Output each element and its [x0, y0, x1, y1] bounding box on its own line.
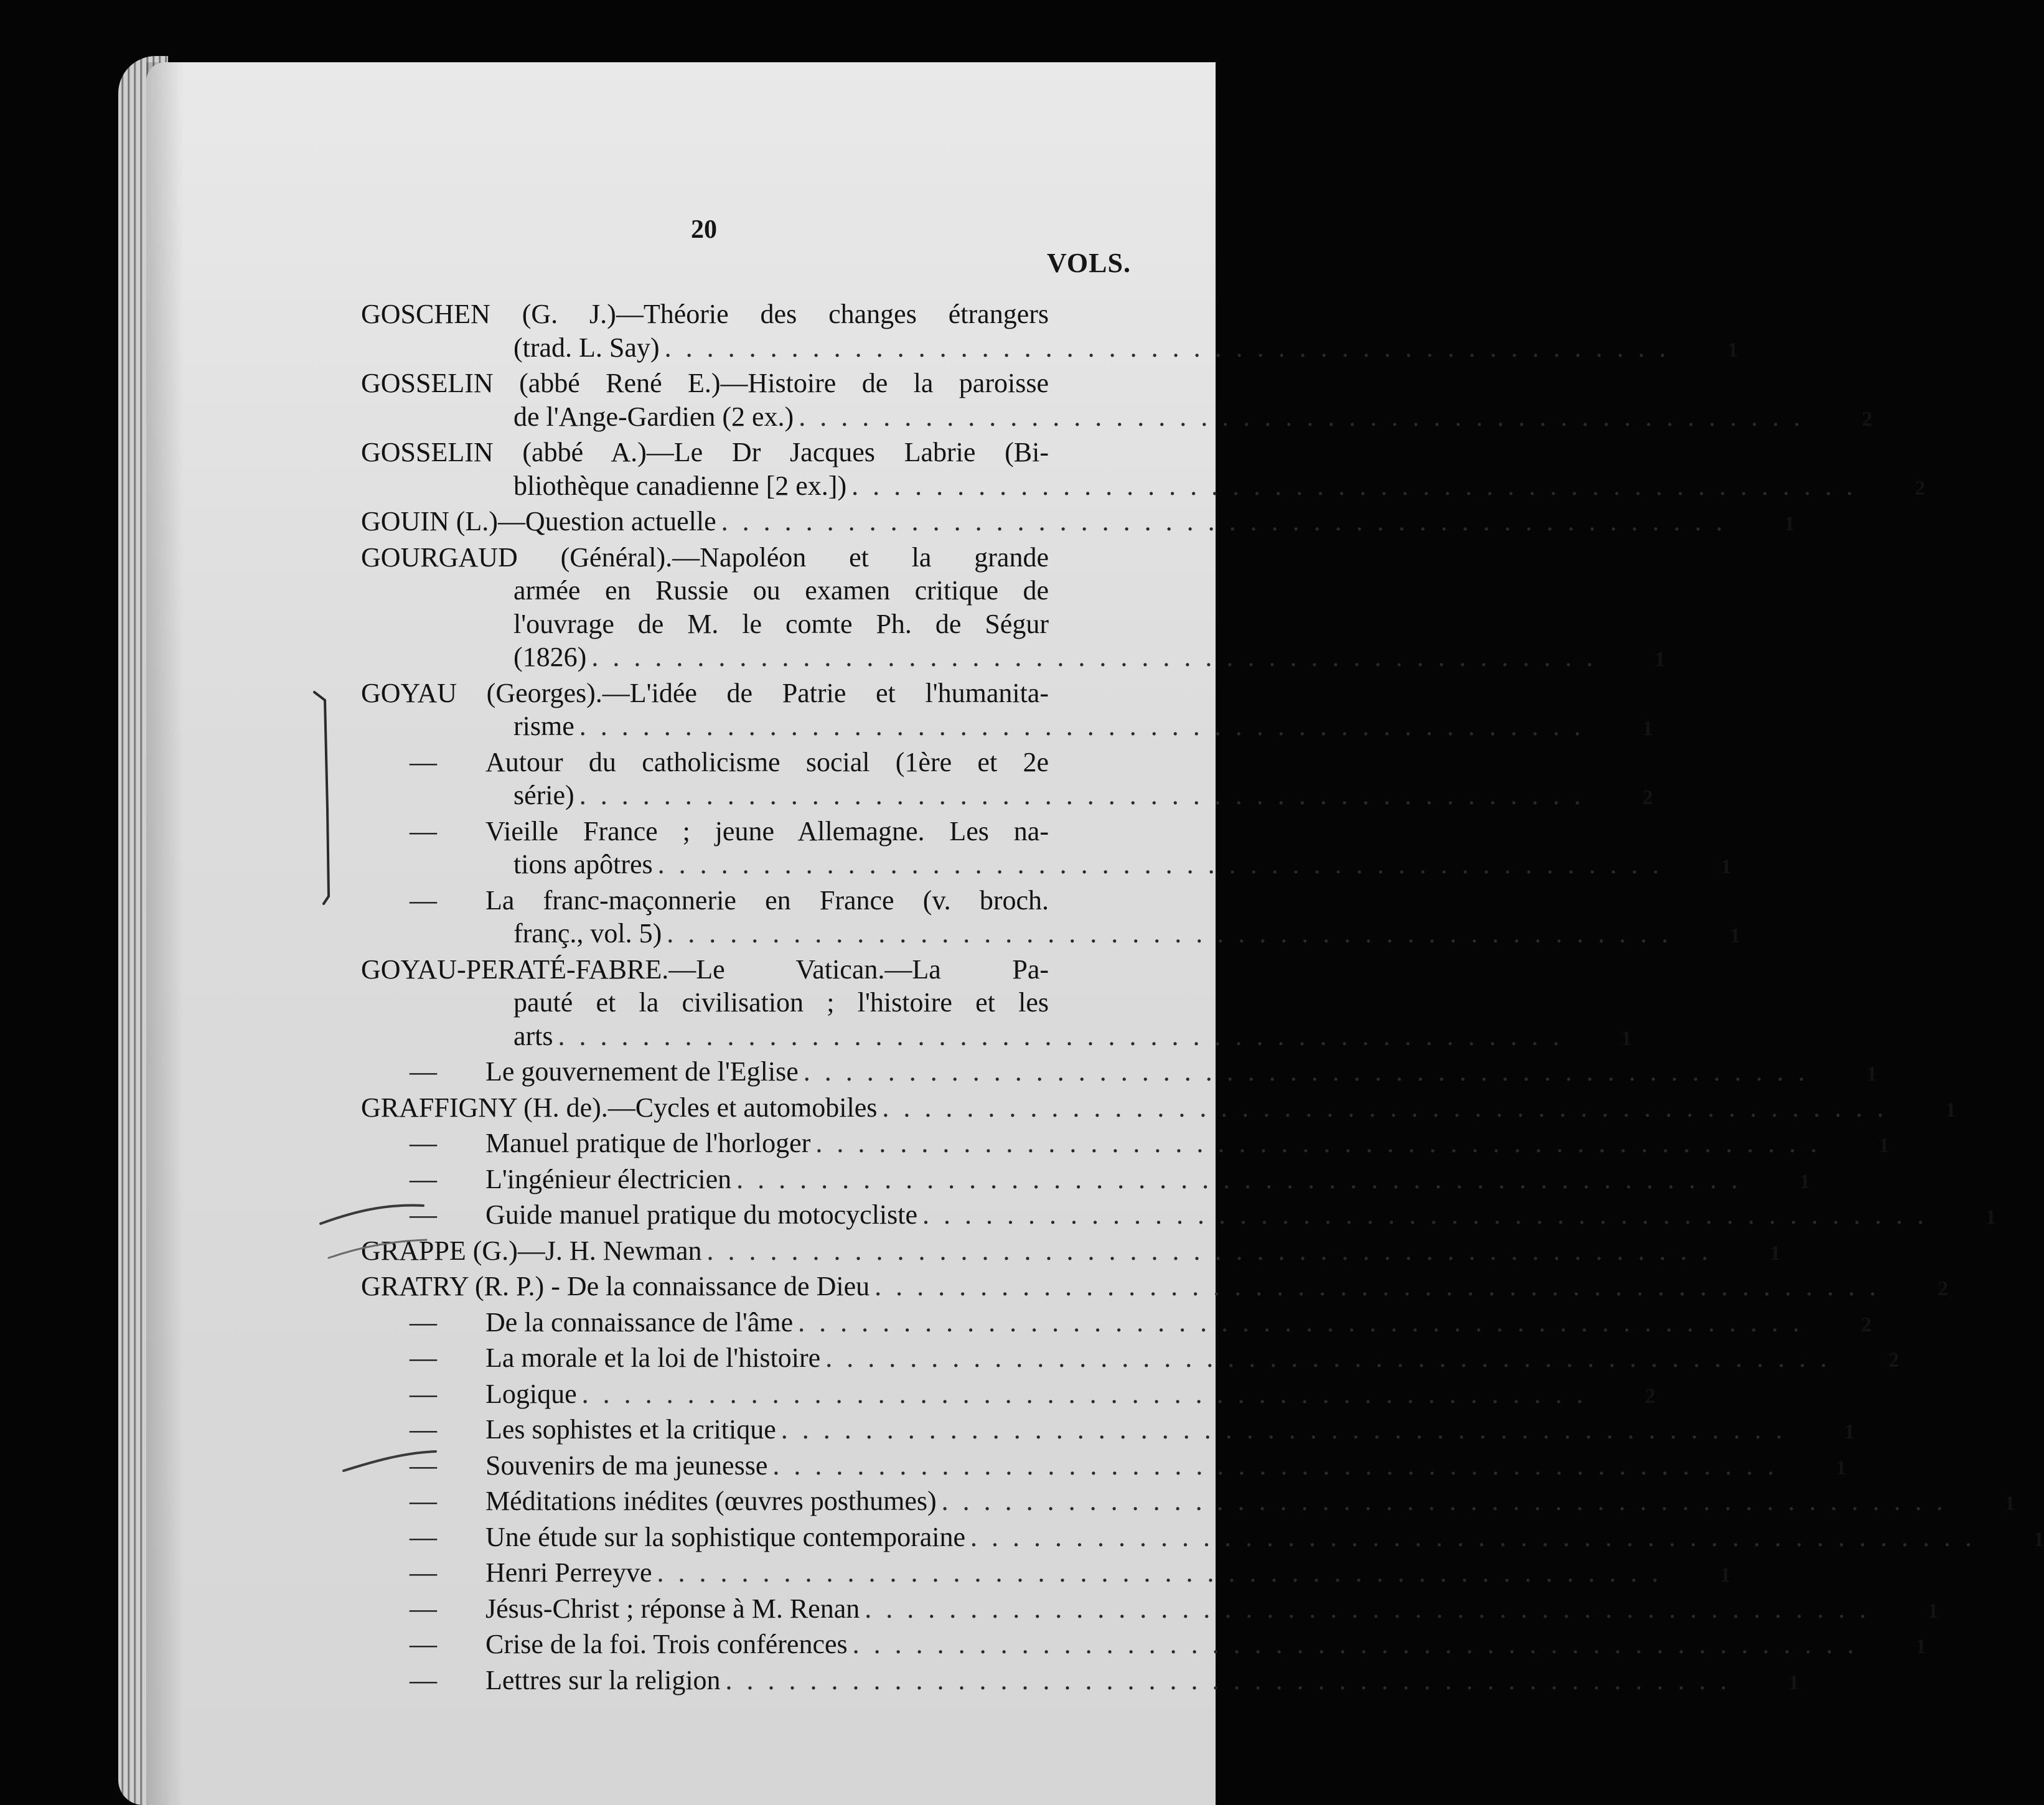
- entry-continuation: série): [513, 780, 574, 810]
- ditto-dash: —: [410, 1593, 437, 1624]
- work-title: L'ingénieur électricien: [485, 1163, 732, 1194]
- ditto-dash: —: [410, 1629, 437, 1659]
- work-title: Crise de la foi. Trois conférences: [485, 1629, 848, 1659]
- entry-continuation: bliothèque canadienne [2 ex.]): [513, 470, 847, 501]
- work-title: Une étude sur la sophistique contemporaine: [485, 1521, 966, 1552]
- entry-continuation: risme: [513, 711, 574, 741]
- vols-column-header: VOLS.: [1047, 248, 1131, 278]
- ditto-dash: —: [410, 1306, 437, 1338]
- dot-leader: . . . . . . . . . . . . . . . . . . . . . . . . . . . . . . . . . . . . . . . . . . . . . . . .: [882, 1092, 1888, 1123]
- volume-count: 1: [1727, 338, 1738, 362]
- dot-leader: . . . . . . . . . . . . . . . . . . . . . . . . . . . . . . . . . . . . . . . . . . . . . . . .: [664, 332, 1670, 363]
- ditto-dash: —: [410, 1521, 437, 1552]
- dot-leader: . . . . . . . . . . . . . . . . . . . . . . . . . . . . . . . . . . . . . . . . . . . . . . . .: [781, 1414, 1786, 1445]
- volume-count: 1: [1985, 1206, 1997, 1229]
- dot-leader: . . . . . . . . . . . . . . . . . . . . . . . . . . . . . . . . . . . . . . . . . . . . . . . .: [865, 1593, 1870, 1624]
- entry-continuation: l'ouvrage de M. le comte Ph. de Ségur: [513, 608, 1049, 639]
- entry-continuation: armée en Russie ou examen critique de: [513, 575, 1049, 606]
- author-heading: GRAFFIGNY (H. de).—Cycles et automobiles: [361, 1092, 878, 1123]
- volume-count: 2: [1938, 1277, 1949, 1300]
- ditto-dash: —: [410, 1486, 437, 1516]
- volume-count: 1: [1844, 1420, 1855, 1443]
- ditto-dash: —: [410, 746, 437, 777]
- volume-count: 1: [1642, 717, 1653, 740]
- entry-continuation: pauté et la civilisation ; l'histoire et les: [513, 987, 1049, 1018]
- dot-leader: . . . . . . . . . . . . . . . . . . . . . . . . . . . . . . . . . . . . . . . . . . . . . . . .: [667, 918, 1672, 949]
- tick-mark: [321, 1206, 423, 1224]
- work-title: Les sophistes et la critique: [485, 1414, 776, 1445]
- ditto-dash: —: [410, 1199, 437, 1230]
- volume-count: 1: [1866, 1062, 1877, 1085]
- volume-count: 1: [1915, 1635, 1926, 1658]
- author-heading: GOSCHEN (G. J.)—Théorie des changes étrangers: [361, 299, 1049, 329]
- tick-mark: [344, 1451, 436, 1471]
- work-title: Le gouvernement de l'Eglise: [485, 1056, 799, 1087]
- work-title: Vieille France ; jeune Allemagne. Les na-: [485, 815, 1049, 846]
- dot-leader: . . . . . . . . . . . . . . . . . . . . . . . . . . . . . . . . . . . . . . . . . . . . . . . .: [941, 1486, 1947, 1516]
- dot-leader: . . . . . . . . . . . . . . . . . . . . . . . . . . . . . . . . . . . . . . . . . . . . . . . .: [852, 1629, 1858, 1659]
- ditto-dash: —: [410, 1343, 437, 1373]
- dot-leader: . . . . . . . . . . . . . . . . . . . . . . . . . . . . . . . . . . . . . . . . . . . . . . . .: [815, 1128, 1821, 1158]
- volume-count: 2: [1861, 1313, 1872, 1336]
- dot-leader: . . . . . . . . . . . . . . . . . . . . . . . . . . . . . . . . . . . . . . . . . . . . . . . .: [970, 1521, 1976, 1552]
- entry-continuation: (trad. L. Say): [513, 332, 660, 363]
- dot-leader: . . . . . . . . . . . . . . . . . . . . . . . . . . . . . . . . . . . . . . . . . . . . . . . .: [657, 849, 1663, 879]
- volume-count: 1: [1835, 1456, 1847, 1479]
- ditto-dash: —: [410, 1378, 437, 1409]
- work-title: Souvenirs de ma jeunesse: [485, 1450, 768, 1481]
- work-title: Henri Perreyve: [485, 1557, 652, 1588]
- ditto-dash: —: [410, 884, 437, 916]
- work-title: La franc-maçonnerie en France (v. broch.: [485, 884, 1049, 916]
- dot-leader: . . . . . . . . . . . . . . . . . . . . . . . . . . . . . . . . . . . . . . . . . . . . . . . .: [798, 1306, 1804, 1338]
- volume-count: 1: [1788, 1671, 1799, 1694]
- ditto-dash: —: [410, 1414, 437, 1445]
- dot-leader: . . . . . . . . . . . . . . . . . . . . . . . . . . . . . . . . . . . . . . . . . . . . . . . .: [721, 506, 1727, 537]
- author-heading: GOSSELIN (abbé René E.)—Histoire de la paroisse: [361, 368, 1049, 398]
- volume-count: 1: [1784, 512, 1795, 535]
- volume-count: 2: [1862, 407, 1873, 431]
- volume-count: 1: [1720, 1564, 1731, 1587]
- volume-count: 1: [1799, 1170, 1811, 1193]
- volume-count: 2: [1915, 476, 1926, 500]
- author-heading: GOSSELIN (abbé A.)—Le Dr Jacques Labrie (Bi-: [361, 437, 1049, 467]
- dot-leader: . . . . . . . . . . . . . . . . . . . . . . . . . . . . . . . . . . . . . . . . . . . . . . . .: [579, 711, 1585, 741]
- volume-count: 1: [1621, 1026, 1632, 1050]
- dot-leader: . . . . . . . . . . . . . . . . . . . . . . . . . . . . . . . . . . . . . . . . . . . . . . . .: [825, 1343, 1831, 1373]
- work-title: Méditations inédites (œuvres posthumes): [485, 1486, 937, 1516]
- work-title: Autour du catholicisme social (1ère et 2e: [485, 746, 1049, 777]
- dot-leader: . . . . . . . . . . . . . . . . . . . . . . . . . . . . . . . . . . . . . . . . . . . . . . . .: [657, 1557, 1662, 1588]
- ditto-dash: —: [410, 1557, 437, 1588]
- work-title: Manuel pratique de l'horloger: [485, 1128, 811, 1158]
- entry-continuation: franç., vol. 5): [513, 918, 662, 949]
- volume-count: 2: [1642, 786, 1653, 809]
- work-title: De la connaissance de l'âme: [485, 1306, 794, 1338]
- dot-leader: . . . . . . . . . . . . . . . . . . . . . . . . . . . . . . . . . . . . . . . . . . . . . . . .: [922, 1199, 1928, 1230]
- volume-count: 1: [1770, 1241, 1781, 1265]
- volume-count: 1: [2004, 1492, 2015, 1515]
- entry-continuation: tions apôtres: [513, 849, 653, 879]
- volume-count: 1: [1720, 855, 1732, 878]
- ditto-dash: —: [410, 1128, 437, 1158]
- page-number: 20: [691, 215, 717, 244]
- work-title: Lettres sur la religion: [485, 1664, 721, 1695]
- ditto-dash: —: [410, 1056, 437, 1087]
- dot-leader: . . . . . . . . . . . . . . . . . . . . . . . . . . . . . . . . . . . . . . . . . . . . . . . .: [772, 1450, 1778, 1481]
- author-heading: GRATRY (R. P.) - De la connaissance de Dieu: [361, 1271, 870, 1301]
- volume-count: 2: [1888, 1349, 1900, 1372]
- author-heading: GOURGAUD (Général).—Napoléon et la grande: [361, 542, 1049, 573]
- dot-leader: . . . . . . . . . . . . . . . . . . . . . . . . . . . . . . . . . . . . . . . . . . . . . . . .: [581, 1378, 1587, 1409]
- ditto-dash: —: [410, 1163, 437, 1194]
- volume-count: 1: [1928, 1599, 1939, 1623]
- work-title: Jésus-Christ ; réponse à M. Renan: [485, 1593, 860, 1624]
- entry-continuation: arts: [513, 1020, 553, 1051]
- work-title: Logique: [485, 1378, 577, 1409]
- dot-leader: . . . . . . . . . . . . . . . . . . . . . . . . . . . . . . . . . . . . . . . . . . . . . . . .: [736, 1163, 1742, 1194]
- entry-continuation: (1826): [513, 642, 587, 672]
- dot-leader: . . . . . . . . . . . . . . . . . . . . . . . . . . . . . . . . . . . . . . . . . . . . . . . .: [706, 1235, 1712, 1266]
- volume-count: 1: [2033, 1527, 2044, 1551]
- work-title: La morale et la loi de l'histoire: [485, 1343, 821, 1373]
- dot-leader: . . . . . . . . . . . . . . . . . . . . . . . . . . . . . . . . . . . . . . . . . . . . . . . .: [558, 1020, 1563, 1051]
- author-heading: GOYAU (Georges).—L'idée de Patrie et l'humanita-: [361, 677, 1049, 708]
- dot-leader: . . . . . . . . . . . . . . . . . . . . . . . . . . . . . . . . . . . . . . . . . . . . . . . .: [579, 780, 1585, 810]
- volume-count: 1: [1945, 1098, 1956, 1122]
- volume-count: 1: [1878, 1134, 1890, 1157]
- dot-leader: . . . . . . . . . . . . . . . . . . . . . . . . . . . . . . . . . . . . . . . . . . . . . . . .: [725, 1664, 1731, 1695]
- ditto-dash: —: [410, 1450, 437, 1481]
- author-heading: GOYAU-PERATÉ-FABRE.—Le Vatican.—La Pa-: [361, 954, 1049, 985]
- margin-bracket-mark: [314, 692, 329, 904]
- author-heading: GOUIN (L.)—Question actuelle: [361, 506, 716, 537]
- author-heading: GRAPPE (G.)—J. H. Newman: [361, 1235, 702, 1266]
- ditto-dash: —: [410, 815, 437, 846]
- entry-continuation: de l'Ange-Gardien (2 ex.): [513, 401, 794, 432]
- ditto-dash: —: [410, 1664, 437, 1695]
- tick-mark: [329, 1240, 426, 1258]
- dot-leader: . . . . . . . . . . . . . . . . . . . . . . . . . . . . . . . . . . . . . . . . . . . . . . . .: [874, 1271, 1880, 1301]
- volume-count: 1: [1654, 648, 1666, 671]
- dot-leader: . . . . . . . . . . . . . . . . . . . . . . . . . . . . . . . . . . . . . . . . . . . . . . . .: [803, 1056, 1809, 1087]
- dot-leader: . . . . . . . . . . . . . . . . . . . . . . . . . . . . . . . . . . . . . . . . . . . . . . . .: [851, 470, 1857, 501]
- work-title: Guide manuel pratique du motocycliste: [485, 1199, 918, 1230]
- dot-leader: . . . . . . . . . . . . . . . . . . . . . . . . . . . . . . . . . . . . . . . . . . . . . . . .: [591, 642, 1597, 672]
- volume-count: 1: [1730, 924, 1741, 947]
- volume-count: 2: [1644, 1384, 1656, 1408]
- dot-leader: . . . . . . . . . . . . . . . . . . . . . . . . . . . . . . . . . . . . . . . . . . . . . . . .: [799, 401, 1804, 432]
